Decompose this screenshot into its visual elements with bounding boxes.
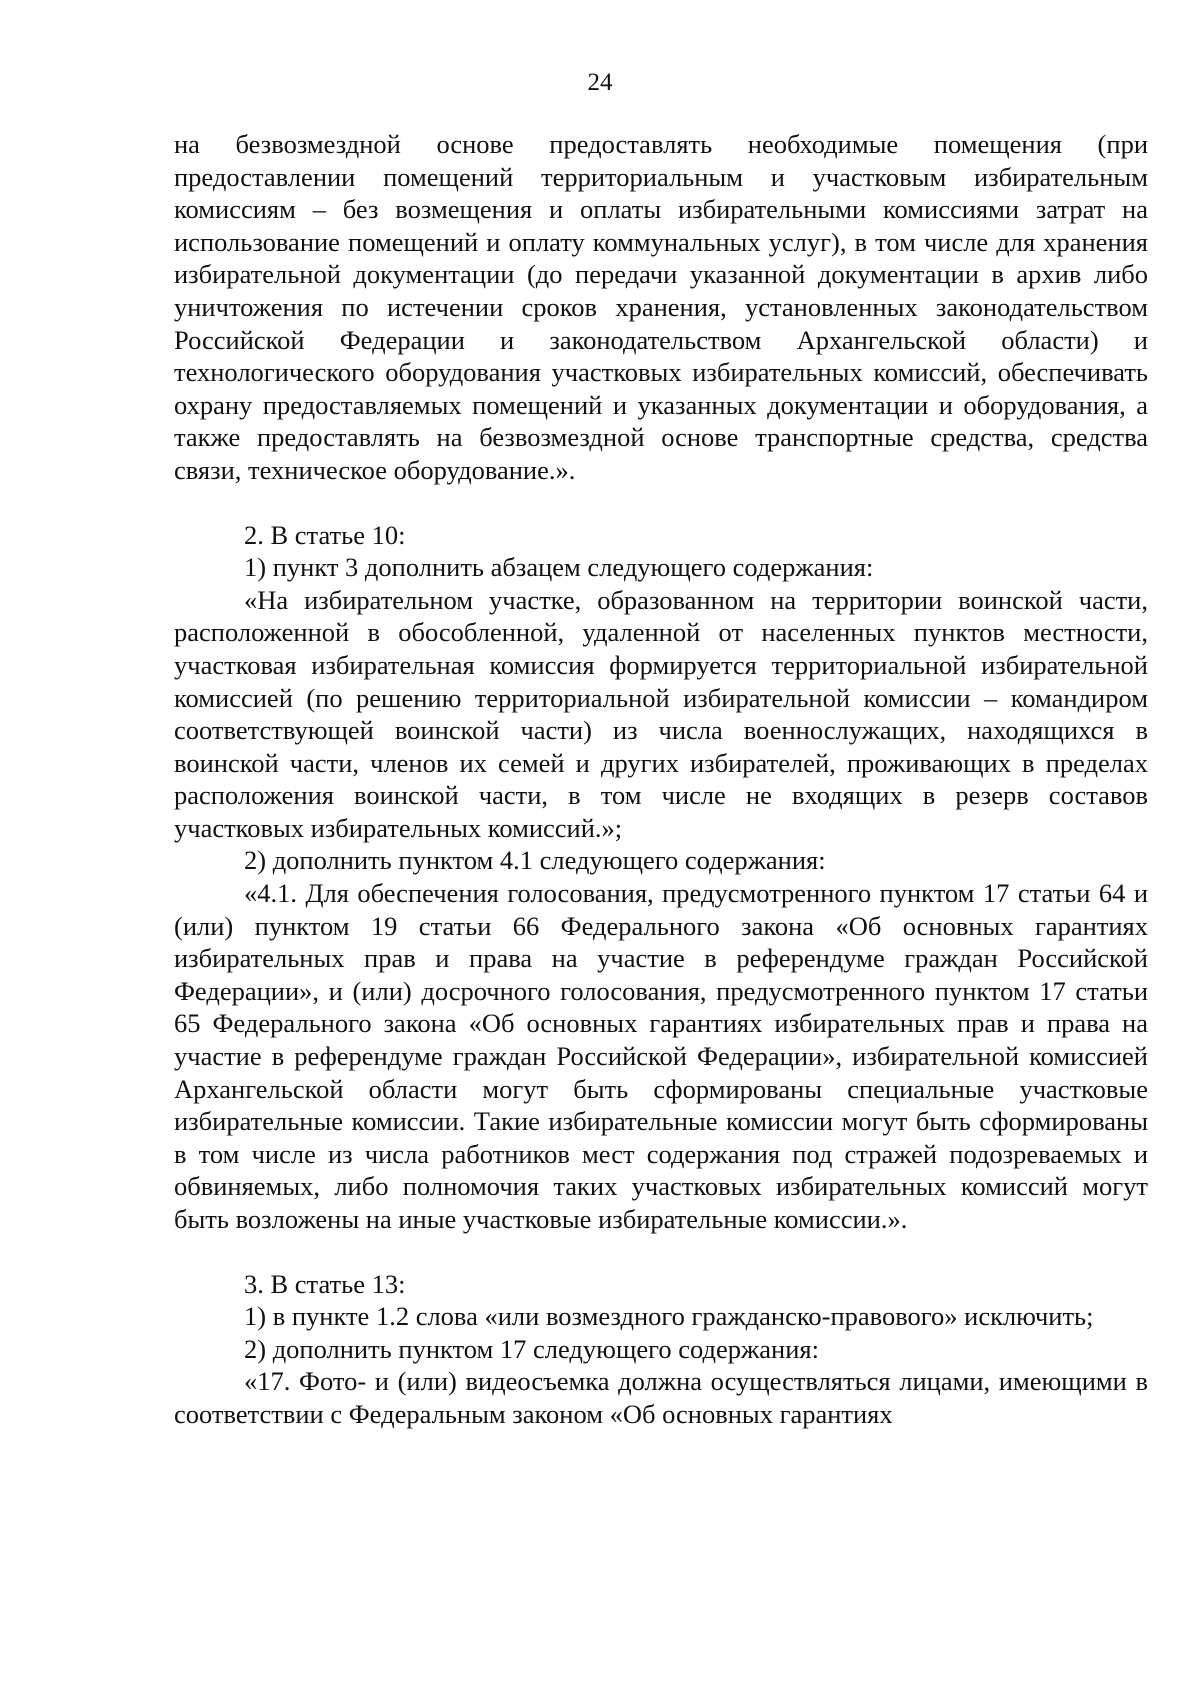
- paragraph-item-2: 2) дополнить пунктом 4.1 следующего содержания:: [244, 845, 826, 876]
- page-number: 24: [587, 69, 613, 96]
- section-heading-article-10: 2. В статье 10:: [244, 519, 406, 550]
- paragraph-item-1: 1) пункт 3 дополнить абзацем следующего содержания:: [244, 552, 874, 583]
- paragraph-continuation: на безвозмездной основе предоставлять необходимые помещения (при предоставлении помещений территориальным и участковым избирательным комиссиям – без возмещения и оплаты избирательными комиссиями затрат на использование помещений и оплату коммунальных услуг), в том числе для хранения избирательной документации (до передачи указанной документации в архив либо уничтожения по истечении сроков хранения, установленных законодательством Российской Федерации и законодательством Архангельской области) и технологического оборудования участковых избирательных комиссий, обеспечивать охрану предоставляемых помещений и указанных документации и оборудования, а также предоставлять на безвозмездной основе транспортные средства, средства связи, техническое оборудование.».: [174, 129, 1148, 485]
- document-body: [174, 128, 1148, 1431]
- paragraph-quote-4-1: «4.1. Для обеспечения голосования, предусмотренного пунктом 17 статьи 64 и (или) пунктом 19 статьи 66 Федерального закона «Об основных гарантиях избирательных прав и права на участие в референдуме граждан Российской Федерации», и (или) досрочного голосования, предусмотренного пунктом 17 статьи 65 Федерального закона «Об основных гарантиях избирательных прав и права на участие в референдуме граждан Российской Федерации», избирательной комиссией Архангельской области могут быть сформированы специальные участковые избирательные комиссии. Такие избирательные комиссии могут быть сформированы в том числе из числа работников мест содержания под стражей подозреваемых и обвиняемых, либо полномочия таких участковых избирательных комиссий могут быть возложены на иные участковые избирательные комиссии.».: [174, 878, 1148, 1234]
- paragraph-item-2-17: 2) дополнить пунктом 17 следующего содержания:: [244, 1333, 819, 1364]
- paragraph-quote-17: «17. Фото- и (или) видеосъемка должна осуществляться лицами, имеющими в соответствии с Федеральным законом «Об основных гарантиях: [174, 1366, 1148, 1429]
- paragraph-item-1-2: 1) в пункте 1.2 слова «или возмездного гражданско-правового» исключить;: [244, 1301, 1094, 1332]
- paragraph-quote-polling-station: «На избирательном участке, образованном на территории воинской части, расположенной в обособленной, удаленной от населенных пунктов местности, участковая избирательная комиссия формируется территориальной избирательной комиссией (по решению территориальной избирательной комиссии – командиром соответствующей воинской части) из числа военнослужащих, находящихся в воинской части, членов их семей и других избирателей, проживающих в пределах расположения воинской части, в том числе не входящих в резерв составов участковых избирательных комиссий.»;: [174, 584, 1148, 843]
- section-heading-article-13: 3. В статье 13:: [244, 1268, 406, 1299]
